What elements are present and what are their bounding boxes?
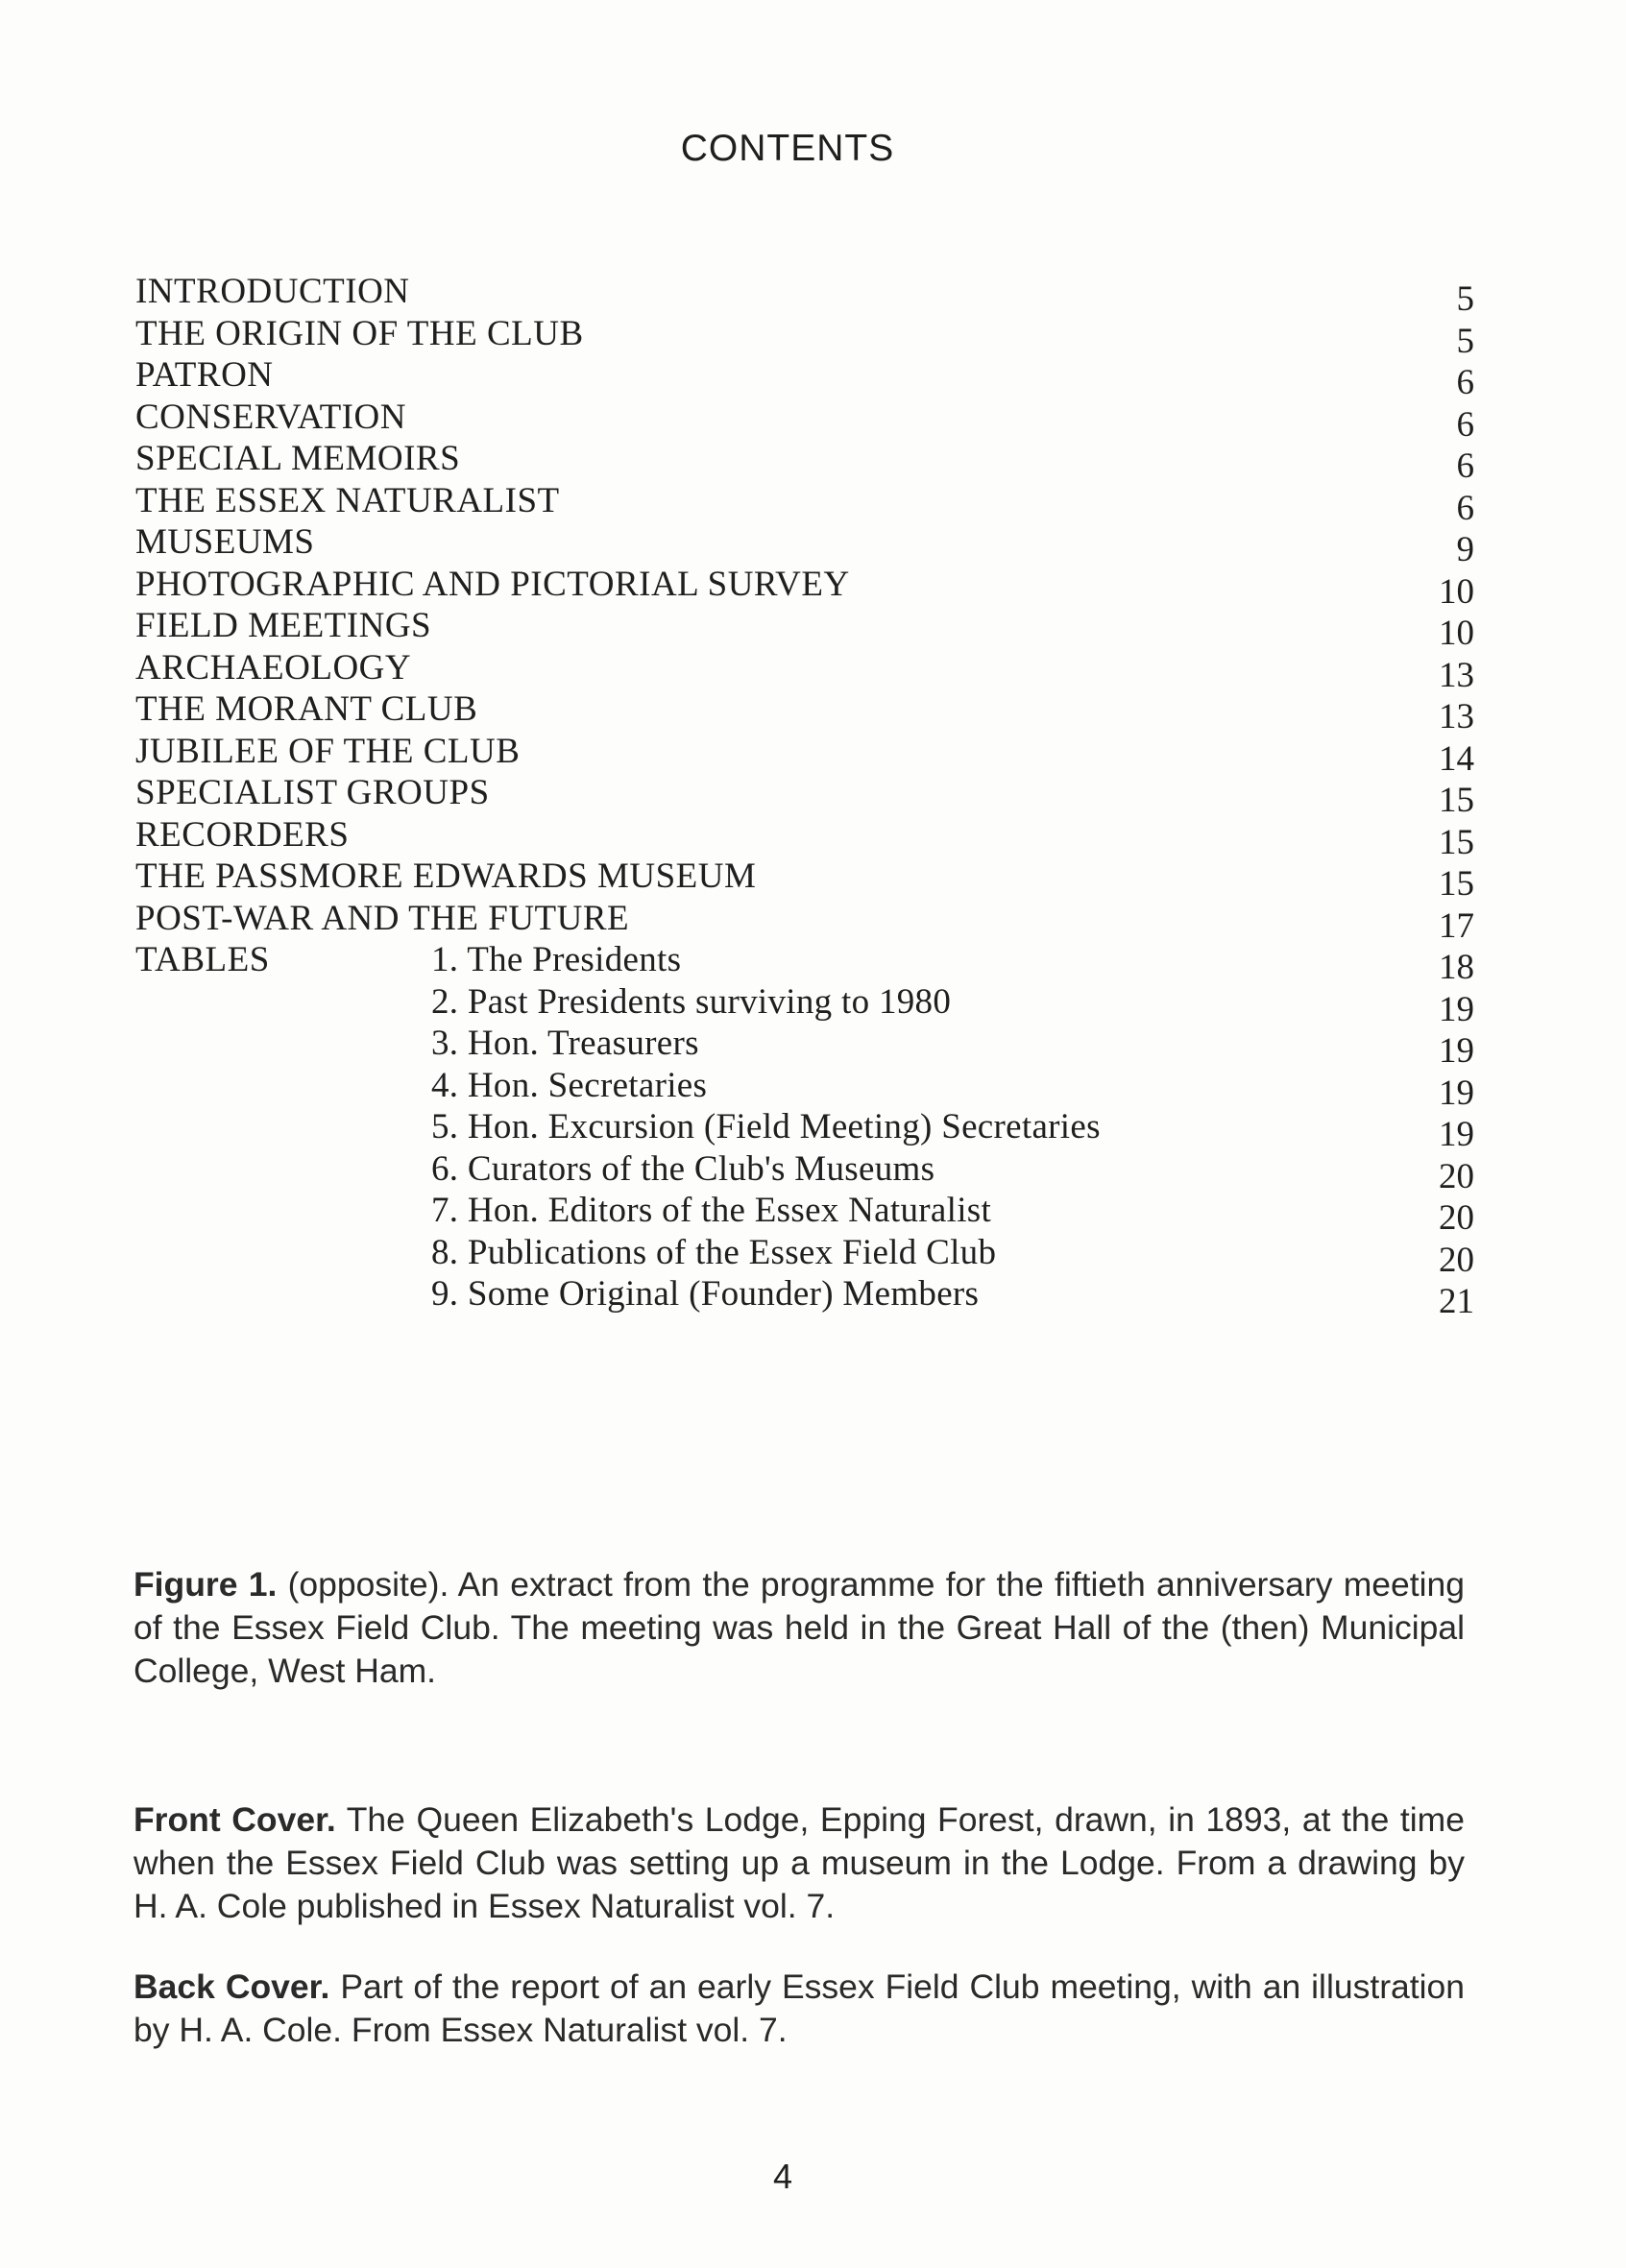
tables-heading: TABLES	[135, 940, 270, 979]
toc-entry[interactable]	[135, 397, 1474, 445]
page-title: CONTENTS	[680, 128, 895, 169]
front-cover-caption	[133, 1798, 1465, 1928]
toc-entry[interactable]	[135, 731, 1474, 779]
toc-table-label: 4. Hon. Secretaries	[431, 1065, 708, 1105]
toc-entry-page: 20	[1439, 1198, 1474, 1238]
toc-entry-page: 6	[1456, 446, 1474, 486]
toc-entry-page: 19	[1439, 989, 1474, 1029]
toc-entry-page: 20	[1439, 1240, 1474, 1280]
toc-entry[interactable]	[135, 647, 1474, 695]
toc-table-entry[interactable]	[135, 1232, 1474, 1280]
toc-entry-page: 10	[1439, 614, 1474, 653]
toc-entry-label: SPECIALIST GROUPS	[135, 773, 490, 812]
toc-entry-label: PHOTOGRAPHIC AND PICTORIAL SURVEY	[135, 564, 850, 604]
toc-entry-page: 21	[1439, 1282, 1474, 1321]
toc-table-entry[interactable]	[135, 1273, 1474, 1321]
back-cover-caption	[133, 1966, 1465, 2052]
toc-entry-label: RECORDERS	[135, 814, 350, 855]
toc-entry-page: 13	[1439, 697, 1474, 736]
toc-table-label: 5. Hon. Excursion (Field Meeting) Secretaries	[431, 1107, 1101, 1146]
toc-entry-page: 15	[1439, 822, 1474, 862]
table-of-contents	[135, 271, 1474, 1321]
toc-table-entry[interactable]	[135, 1023, 1474, 1071]
toc-entry[interactable]	[135, 814, 1474, 862]
toc-entry[interactable]	[135, 688, 1474, 736]
toc-entry-label: ARCHAEOLOGY	[135, 647, 412, 688]
toc-table-label: 7. Hon. Editors of the Essex Naturalist	[431, 1191, 992, 1230]
toc-entry-page: 17	[1439, 905, 1474, 946]
caption-lead: Front Cover.	[133, 1800, 336, 1839]
toc-entry-label: THE PASSMORE EDWARDS MUSEUM	[135, 857, 757, 896]
toc-table-entry[interactable]	[135, 1190, 1474, 1238]
toc-table-label: 1. The Presidents	[431, 940, 682, 979]
toc-entry-label: THE ORIGIN OF THE CLUB	[135, 313, 584, 353]
toc-entry-page: 5	[1456, 321, 1474, 361]
figure-1-caption	[133, 1563, 1465, 1693]
toc-entry-page: 9	[1456, 530, 1474, 569]
toc-entry-label: THE ESSEX NATURALIST	[135, 480, 560, 520]
toc-entry-label: PATRON	[135, 355, 274, 395]
toc-entry-label: FIELD MEETINGS	[135, 606, 432, 645]
toc-table-entry[interactable]	[135, 939, 1474, 987]
toc-entry-page: 6	[1456, 363, 1474, 402]
toc-entry-label: CONSERVATION	[135, 397, 406, 437]
toc-entry-label: MUSEUMS	[135, 522, 315, 562]
toc-table-entry[interactable]	[135, 1065, 1474, 1113]
page-number: 4	[772, 2157, 793, 2196]
caption-lead: Figure 1.	[133, 1565, 278, 1604]
toc-entry[interactable]	[135, 313, 1474, 361]
toc-entry-page: 5	[1456, 279, 1474, 319]
toc-entry-page: 6	[1456, 404, 1474, 445]
toc-entry-page: 20	[1439, 1156, 1474, 1196]
caption-text: (opposite). An extract from the programme for the fiftieth anniversary meeting of the Essex Field Club. The meeting was held in the Great Hall of the (then) Municipal College, West Ham.	[133, 1565, 1465, 1690]
toc-entry-label: POST-WAR AND THE FUTURE	[135, 898, 630, 938]
caption-text: The Queen Elizabeth's Lodge, Epping Forest, drawn, in 1893, at the time when the Essex Field Club was setting up a museum in the Lodge. From a drawing by H. A. Cole published in Essex Naturalist vol. 7.	[133, 1800, 1465, 1925]
toc-entry-page: 10	[1439, 571, 1474, 612]
toc-table-label: 3. Hon. Treasurers	[431, 1024, 699, 1063]
toc-entry[interactable]	[135, 438, 1474, 486]
caption-lead: Back Cover.	[133, 1967, 330, 2006]
toc-entry[interactable]	[135, 605, 1474, 653]
toc-entry-page: 14	[1439, 738, 1474, 779]
toc-entry[interactable]	[135, 480, 1474, 528]
toc-entry-page: 19	[1439, 1115, 1474, 1154]
toc-entry[interactable]	[135, 898, 1474, 946]
toc-entry[interactable]	[135, 354, 1474, 402]
toc-entry[interactable]	[135, 521, 1474, 569]
toc-entry-page: 19	[1439, 1031, 1474, 1071]
toc-entry-page: 18	[1439, 948, 1474, 987]
toc-entry-label: THE MORANT CLUB	[135, 689, 478, 729]
toc-entry-label: INTRODUCTION	[135, 272, 410, 311]
toc-table-label: 2. Past Presidents surviving to 1980	[431, 981, 952, 1022]
toc-entry[interactable]	[135, 772, 1474, 820]
toc-table-label: 9. Some Original (Founder) Members	[431, 1274, 980, 1314]
toc-table-label: 8. Publications of the Essex Field Club	[431, 1232, 997, 1272]
toc-entry-label: JUBILEE OF THE CLUB	[135, 731, 521, 771]
toc-entry-page: 13	[1439, 655, 1474, 695]
toc-table-label: 6. Curators of the Club's Museums	[431, 1148, 935, 1189]
caption-text: Part of the report of an early Essex Field Club meeting, with an illustration by H. A. Cole. From Essex Naturalist vol. 7.	[133, 1967, 1465, 2049]
toc-entry[interactable]	[135, 856, 1474, 904]
toc-table-entry[interactable]	[135, 1148, 1474, 1196]
toc-entry-page: 15	[1439, 781, 1474, 820]
toc-entry-page: 15	[1439, 864, 1474, 904]
toc-entry[interactable]	[135, 564, 1474, 612]
toc-entry[interactable]	[135, 271, 1474, 319]
toc-entry-label: SPECIAL MEMOIRS	[135, 439, 461, 478]
toc-table-entry[interactable]	[135, 981, 1474, 1029]
toc-entry-page: 6	[1456, 488, 1474, 528]
toc-table-entry[interactable]	[135, 1106, 1474, 1154]
toc-entry-page: 19	[1439, 1073, 1474, 1113]
